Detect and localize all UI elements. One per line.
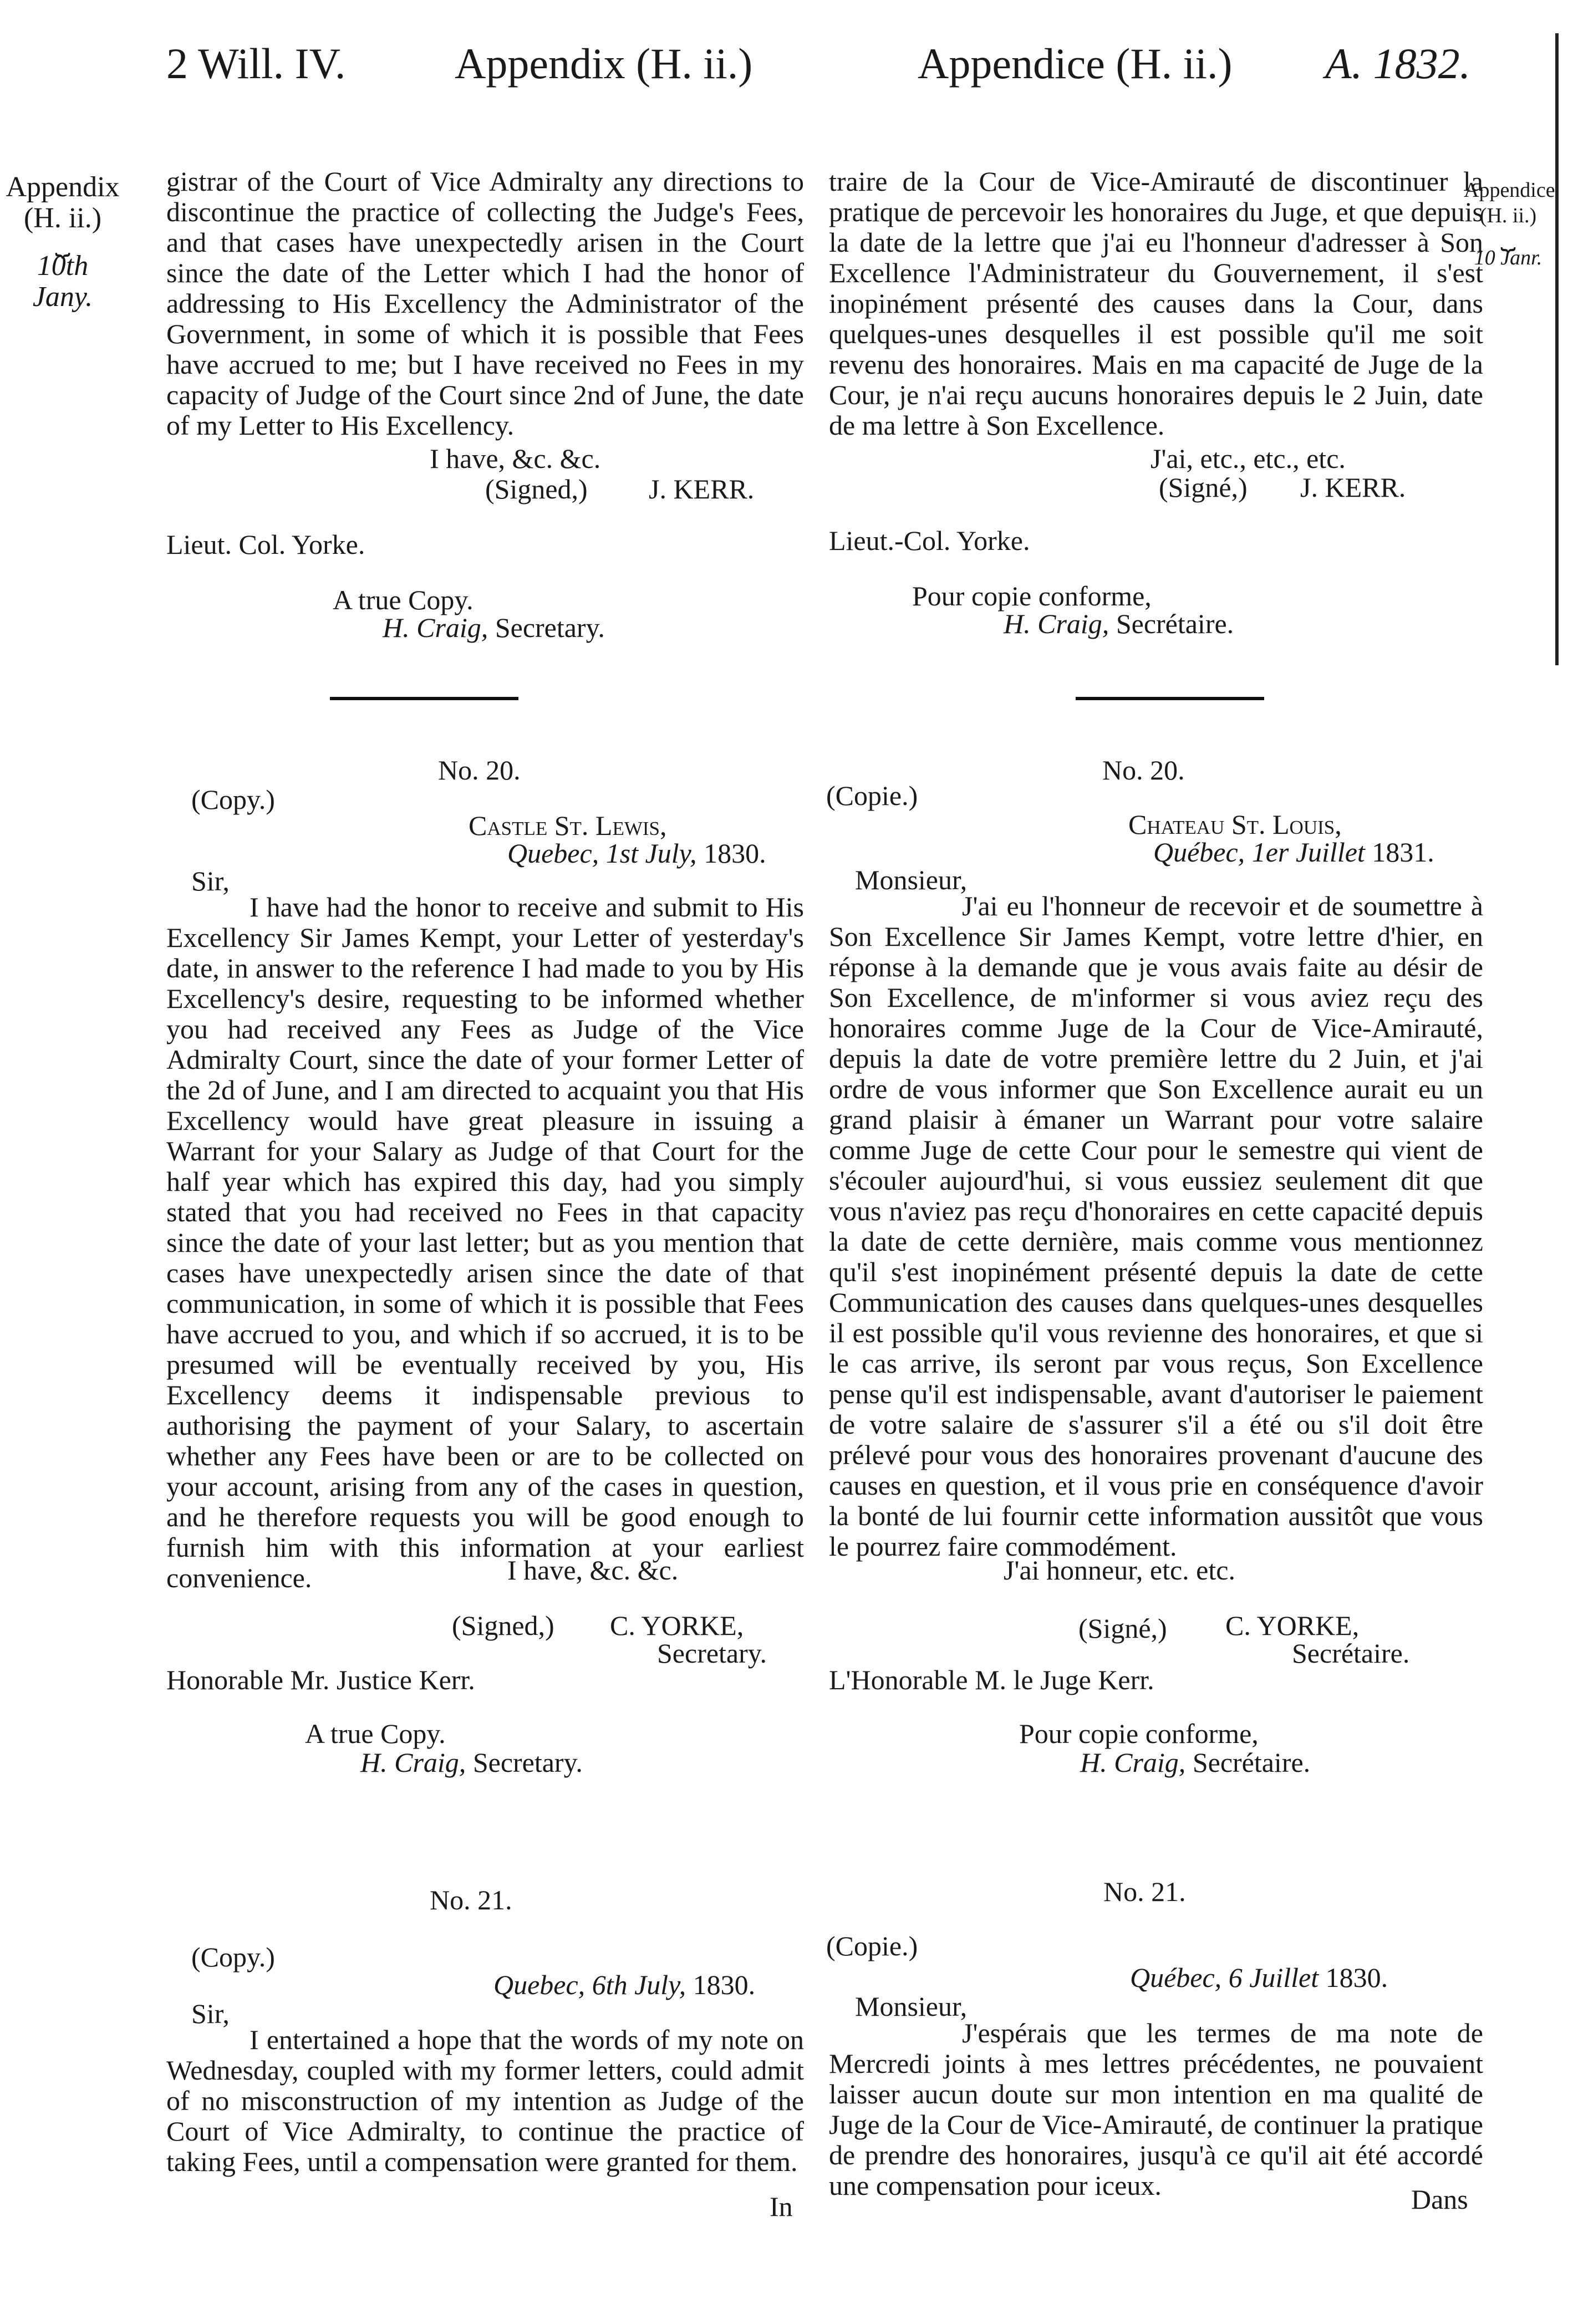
fr-true-copy-1: Pour copie conforme,	[912, 580, 1152, 611]
en-letter-21-body: I entertained a hope that the words of my note on Wednesday, coupled with my former letters, could admit of no misconstruction of my intention as Judge of the Court of Vice Admiralty, to continue the practice of taking Fees, until a compensation were granted for them.	[166, 2024, 804, 2177]
margin-brace-right: ⏟	[1500, 222, 1516, 251]
fr-letter-21-salutation: Monsieur,	[855, 1991, 968, 2022]
fr-letter-20-number: No. 20.	[1102, 755, 1185, 786]
en-letter-20-date: Quebec, 1st July, 1830.	[507, 838, 766, 869]
en-signer-20-title: Secretary.	[657, 1638, 767, 1669]
en-true-copy-20: A true Copy.	[305, 1718, 446, 1749]
margin-note-left	[4, 172, 121, 313]
en-signer-20: C. YORKE,	[610, 1610, 744, 1641]
en-letter-21-date: Quebec, 6th July, 1830.	[493, 1969, 756, 2000]
en-letter-20-number: No. 20.	[438, 755, 521, 786]
fr-addressee-1: Lieut.-Col. Yorke.	[829, 525, 1030, 556]
en-letter-21-salutation: Sir,	[191, 1998, 230, 2029]
en-true-copy-1: A true Copy.	[333, 584, 474, 615]
fr-craig-1: H. Craig, Secrétaire.	[1004, 608, 1234, 639]
en-catchword: In	[770, 2191, 793, 2222]
en-closing-1: I have, &c. &c.	[430, 443, 601, 474]
fr-letter-20-body: J'ai eu l'honneur de recevoir et de soumettre à Son Excellence Sir James Kempt, votre lettre d'hier, en réponse à la demande que je vous avais faite au désir de Son Excellence, de m'informer si vous aviez reçu des honoraires comme Juge de la Cour de Vice-Amirauté, depuis la date de votre première lettre du 2 Juin, et j'ai ordre de vous informer que Son Excellence aurait eu un grand plaisir à émaner un Warrant pour votre salaire comme Juge de cette Cour pour le semestre qui vient de s'écouler aujourd'hui, si vous eussiez seulement dit que vous n'aviez pas reçu d'honoraires en cette capacité depuis la date de cette dernière, mais comme vous mentionnez qu'il s'est inopinément présenté depuis la date de cette Communication des causes dans quelques-unes desquelles il est possible qu'il vous revienne des honoraires, et que si le cas arrive, ils seront par vous reçus, Son Excellence pense qu'il est indispensable, avant d'autoriser le paiement de votre salaire de s'assurer s'il a été ou s'il doit être prélevé pour vous des honoraires provenant d'aucune des causes en question, et il vous prie en conséquence d'avoir la bonté de lui fournir cette information aussitôt que vous le pourrez faire commodément.	[829, 890, 1483, 1562]
margin-note-right-title: Appendice	[1464, 179, 1555, 202]
margin-note-right-date: 10 Janr.	[1474, 246, 1543, 269]
en-top-paragraph: gistrar of the Court of Vice Admiralty any directions to discontinue the practice of collecting the Judge's Fees, and that cases have unexpectedly arisen in the Court since the date of the Letter which I had the honor of addressing to His Excellency the Administrator of the Government, in some of which it is possible that Fees have accrued to me; but I have received no Fees in my capacity of Judge of the Court since 2nd of June, the date of my Letter to His Excellency.	[166, 166, 804, 441]
en-separator-1	[330, 697, 518, 700]
en-letter-20-salutation: Sir,	[191, 865, 230, 896]
fr-addressee-20: L'Honorable M. le Juge Kerr.	[829, 1664, 1154, 1695]
en-signed-1: (Signed,)	[485, 473, 588, 504]
fr-letter-20-salutation: Monsieur,	[855, 864, 968, 895]
fr-letter-21-body: J'espérais que les termes de ma note de Mercredi joints à mes lettres précédentes, ne pouvaient laisser aucun doute sur mon intention en ma qualité de Juge de la Cour de Vice-Amirauté, de continuer la pratique de prendre des honoraires, jusqu'à ce qu'il ait été accordé une compensation pour iceux.	[829, 2017, 1483, 2201]
fr-craig-20: H. Craig, Secrétaire.	[1080, 1747, 1311, 1778]
fr-top-paragraph: traire de la Cour de Vice-Amirauté de discontinuer la pratique de percevoir les honoraires du Juge, et que depuis la date de la lettre que j'ai eu l'honneur d'adresser à Son Excellence l'Administrateur du Gouvernement, il s'est inopinément présenté des causes dans la Cour, dans quelques-unes desquelles il est possible qu'il me soit revenu des honoraires. Mais en ma capacité de Juge de la Cour, je n'ai reçu aucuns honoraires depuis le 2 Juin, date de ma lettre à Son Excellence.	[829, 166, 1483, 441]
en-addressee-20: Honorable Mr. Justice Kerr.	[166, 1664, 475, 1695]
fr-catchword: Dans	[1411, 2184, 1468, 2215]
fr-letter-20-place: Chateau St. Louis,	[1128, 809, 1342, 840]
fr-closing-20: J'ai honneur, etc. etc.	[1004, 1555, 1235, 1586]
en-letter-21-number: No. 21.	[430, 1884, 512, 1915]
fr-letter-21-number: No. 21.	[1103, 1876, 1186, 1907]
en-signer-1: J. KERR.	[649, 473, 755, 504]
margin-brace-left: ⏟	[55, 228, 70, 256]
fr-signed-20: (Signé,)	[1078, 1613, 1167, 1644]
fr-letter-20-copy: (Copie.)	[826, 780, 918, 811]
right-edge-rule	[1555, 33, 1559, 665]
header-appendix-en: Appendix (H. ii.)	[455, 39, 753, 88]
margin-note-left-date: 10th Jany.	[32, 250, 93, 313]
fr-signed-1: (Signé,)	[1159, 472, 1248, 503]
fr-signer-1: J. KERR.	[1300, 472, 1406, 503]
en-addressee-1: Lieut. Col. Yorke.	[166, 529, 365, 560]
header-appendix-fr: Appendice (H. ii.)	[918, 39, 1233, 88]
margin-note-left-title: Appendix	[6, 171, 120, 203]
en-letter-20-copy: (Copy.)	[191, 784, 275, 815]
en-letter-20-place: Castle St. Lewis,	[469, 810, 667, 841]
fr-separator-1	[1076, 697, 1264, 700]
margin-note-right-ref: (H. ii.)	[1479, 204, 1537, 227]
header-session: 2 Will. IV.	[166, 39, 346, 88]
margin-note-left-ref: (H. ii.)	[23, 202, 102, 234]
fr-signer-20-title: Secrétaire.	[1292, 1638, 1410, 1669]
header-year: A. 1832.	[1325, 39, 1471, 88]
en-craig-1: H. Craig, Secretary.	[383, 612, 605, 643]
en-craig-20: H. Craig, Secretary.	[360, 1747, 583, 1778]
fr-letter-21-date: Québec, 6 Juillet 1830.	[1130, 1962, 1388, 1993]
en-closing-20: I have, &c. &c.	[507, 1555, 679, 1586]
en-letter-21-copy: (Copy.)	[191, 1941, 275, 1973]
fr-true-copy-20: Pour copie conforme,	[1019, 1718, 1259, 1749]
en-signed-20: (Signed,)	[452, 1610, 554, 1641]
fr-letter-21-copy: (Copie.)	[826, 1930, 918, 1961]
fr-letter-20-date: Québec, 1er Juillet 1831.	[1153, 837, 1434, 868]
fr-closing-1: J'ai, etc., etc., etc.	[1151, 443, 1346, 474]
fr-signer-20: C. YORKE,	[1225, 1610, 1360, 1641]
en-letter-20-body: I have had the honor to receive and submit to His Excellency Sir James Kempt, your Letter of yesterday's date, in answer to the reference I had made to you by His Excellency's desire, requesting to be informed whether you had received any Fees as Judge of the Vice Admiralty Court, since the date of your former Letter of the 2d of June, and I am directed to acquaint you that His Excellency would have great pleasure in issuing a Warrant for your Salary as Judge of that Court for the half year which has expired this day, had you simply stated that you had received no Fees in that capacity since the date of your last letter; but as you mention that cases have unexpectedly arisen since the date of that communication, in some of which it is possible that Fees have accrued to you, and which if so accrued, it is to be presumed will be eventually received by you, His Excellency deems it indispensable previous to authorising the payment of your Salary, to ascertain whether any Fees have been or are to be collected on your account, arising from any of the cases in question, and he therefore requests you will be good enough to furnish him with this information at your earliest convenience.	[166, 891, 804, 1593]
